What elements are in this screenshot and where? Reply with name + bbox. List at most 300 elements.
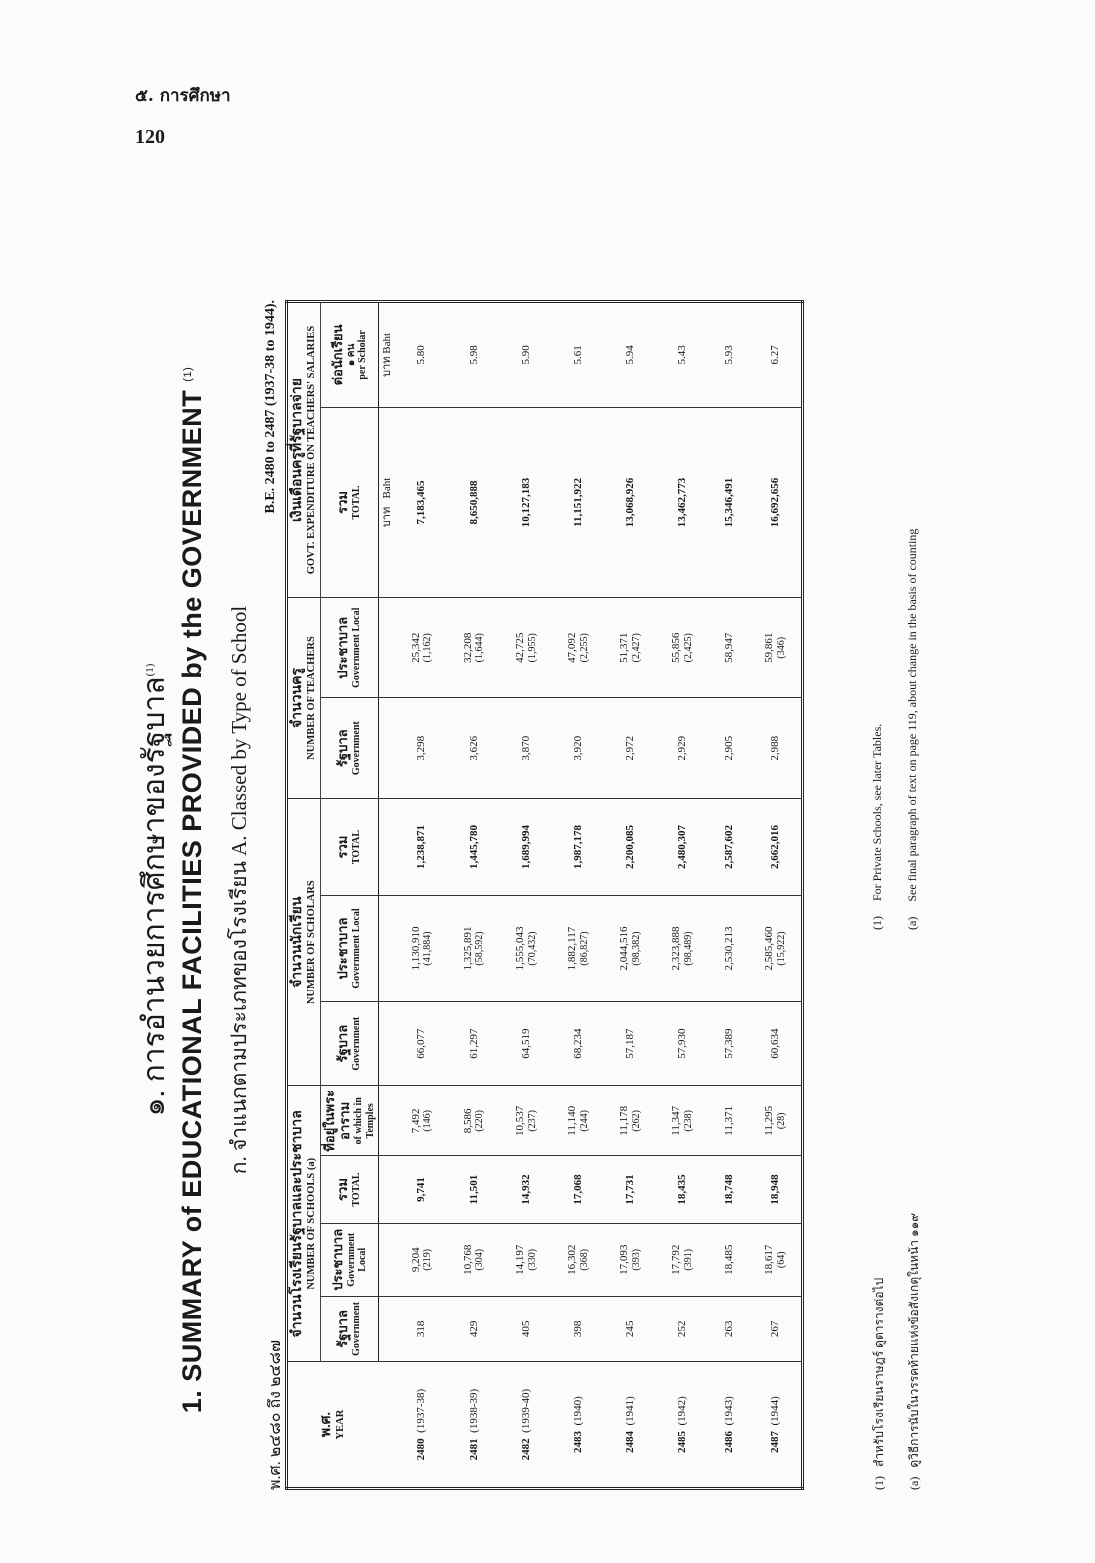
cell-scholars-local-value: 2,585,460 [763, 926, 776, 971]
cell-schools-total [604, 1156, 656, 1224]
cell-schools-gov-value: 398 [571, 1320, 584, 1338]
cell-teachers-local [709, 598, 750, 698]
cell-scholars-gov-value: 57,187 [623, 1028, 636, 1059]
header-scholars-gov-en: Government [351, 1016, 363, 1071]
cell-schools-temples-value: 11,371 [722, 1105, 735, 1136]
table-row [656, 302, 708, 1489]
header-expenditure-per-sub: ๑ คน [345, 343, 357, 367]
cell-teachers-gov-value: 2,972 [623, 735, 636, 761]
cell-schools-local [396, 1223, 448, 1296]
unit-per [379, 302, 396, 408]
cell-year-be: 2481 [467, 1438, 480, 1461]
title-thai [131, 290, 178, 1490]
header-expenditure-total-en: TOTAL [351, 485, 363, 520]
cell-year-ad: (1940) [571, 1396, 584, 1426]
cell-schools-temples-sub: (238) [683, 1109, 695, 1132]
cell-expenditure-per [448, 302, 500, 408]
cell-scholars-gov [448, 1001, 500, 1086]
cell-scholars-gov-value: 61,297 [467, 1028, 480, 1059]
cell-scholars-total [749, 798, 803, 895]
date-range-english: B.E. 2480 to 2487 (1937-38 to 1944). [263, 300, 278, 514]
footnote-text: สำหรับโรงเรียนราษฎร์ ดูตารางต่อไป [872, 1277, 886, 1467]
cell-year [500, 1362, 552, 1489]
cell-scholars-gov-value: 57,930 [676, 1028, 689, 1059]
page-number: 120 [135, 126, 165, 148]
footnote-a-en [905, 529, 920, 930]
cell-scholars-local-value: 1,555,043 [513, 926, 526, 971]
cell-scholars-local-value: 1,130,910 [409, 926, 422, 971]
cell-scholars-total [396, 798, 448, 895]
cell-schools-gov [656, 1296, 708, 1362]
cell-schools-gov [396, 1296, 448, 1362]
cell-scholars-local [396, 896, 448, 1002]
header-schools-local [321, 1223, 379, 1296]
cell-expenditure-total-value: 7,183,465 [415, 480, 428, 525]
cell-schools-gov-value: 405 [519, 1320, 532, 1338]
cell-teachers-gov [448, 698, 500, 798]
cell-schools-temples [552, 1086, 604, 1156]
cell-teachers-local-sub: (2,427) [630, 633, 642, 663]
cell-expenditure-total [396, 407, 448, 597]
header-teachers-local-en: Government Local [351, 607, 363, 688]
cell-schools-gov [604, 1296, 656, 1362]
cell-scholars-local-sub: (86,827) [578, 931, 590, 966]
cell-scholars-local-value: 1,882,117 [566, 926, 579, 971]
cell-schools-local [656, 1223, 708, 1296]
cell-scholars-total-value: 2,662,016 [768, 825, 781, 870]
cell-year-be: 2480 [415, 1438, 428, 1461]
header-expenditure-per [321, 302, 379, 408]
cell-year [448, 1362, 500, 1489]
cell-schools-total-value: 9,741 [415, 1177, 428, 1202]
header-schools [287, 1086, 321, 1362]
table-row [552, 302, 604, 1489]
cell-schools-temples-sub: (237) [526, 1109, 538, 1132]
cell-teachers-gov [500, 698, 552, 798]
cell-teachers-local [448, 598, 500, 698]
cell-year-ad: (1938-39) [467, 1388, 480, 1433]
footnote-1-thai [870, 1278, 889, 1490]
cell-teachers-local [656, 598, 708, 698]
cell-teachers-local-value: 47,092 [566, 632, 579, 663]
header-teachers-gov-en: Government [351, 721, 363, 776]
cell-year-ad: (1939-40) [519, 1388, 532, 1433]
header-teachers-local [321, 598, 379, 698]
cell-expenditure-per-value: 5.80 [415, 345, 428, 365]
cell-year-be: 2487 [768, 1431, 781, 1453]
cell-teachers-gov [709, 698, 750, 798]
summary-table [285, 300, 804, 1490]
subtitle: ก. จำแนกตามประเภทของโรงเรียน A. Classed by Type of School [227, 605, 251, 1175]
cell-teachers-local-value: 58,947 [722, 632, 735, 663]
cell-teachers-gov-value: 3,870 [519, 735, 532, 761]
cell-teachers-local [604, 598, 656, 698]
cell-schools-gov-value: 267 [768, 1320, 781, 1338]
cell-year-be: 2485 [676, 1431, 689, 1453]
header-schools-gov [321, 1296, 379, 1362]
cell-scholars-local-sub: (70,432) [526, 931, 538, 966]
cell-teachers-local-sub: (1,644) [474, 633, 486, 663]
cell-expenditure-per-value: 5.61 [571, 345, 584, 365]
cell-year-ad: (1941) [623, 1396, 636, 1426]
unit-per-thai: บาท [381, 356, 394, 377]
cell-expenditure-per [749, 302, 803, 408]
cell-schools-total [656, 1156, 708, 1224]
cell-schools-local-sub: (304) [474, 1248, 486, 1271]
header-schools-thai: จำนวนโรงเรียนรัฐบาลและประชาบาล [290, 1110, 305, 1338]
cell-expenditure-total-value: 16,692,656 [768, 477, 781, 528]
cell-expenditure-total [448, 407, 500, 597]
cell-scholars-gov [552, 1001, 604, 1086]
cell-expenditure-per [656, 302, 708, 408]
cell-teachers-local-value: 51,371 [618, 632, 631, 663]
footnote-mark: (a) [907, 1476, 921, 1490]
cell-schools-temples [749, 1086, 803, 1156]
cell-schools-temples-value: 8,586 [461, 1108, 474, 1134]
table-row [709, 302, 750, 1489]
cell-schools-temples-sub: (220) [474, 1109, 486, 1132]
cell-scholars-total-value: 2,587,602 [722, 825, 735, 870]
cell-scholars-total [709, 798, 750, 895]
cell-expenditure-total [604, 407, 656, 597]
cell-scholars-gov [396, 1001, 448, 1086]
title-english [177, 290, 208, 1490]
cell-schools-local-value: 18,617 [763, 1244, 776, 1275]
cell-schools-temples [709, 1086, 750, 1156]
header-expenditure-thai: เงินเดือนครูที่รัฐบาลจ่าย [290, 378, 305, 523]
cell-schools-local-sub: (393) [630, 1248, 642, 1271]
cell-teachers-gov [552, 698, 604, 798]
cell-schools-temples-sub: (146) [422, 1109, 434, 1132]
cell-expenditure-per [604, 302, 656, 408]
cell-scholars-gov [500, 1001, 552, 1086]
cell-schools-gov [749, 1296, 803, 1362]
cell-teachers-local-value: 59,861 [763, 632, 776, 663]
cell-expenditure-total-value: 10,127,183 [519, 477, 532, 528]
cell-year-be: 2486 [722, 1431, 735, 1453]
cell-schools-local [448, 1223, 500, 1296]
cell-teachers-local-value: 42,725 [513, 632, 526, 663]
header-schools-temples [321, 1086, 379, 1156]
cell-expenditure-per [552, 302, 604, 408]
header-teachers-gov-thai: รัฐบาล [335, 729, 351, 768]
cell-expenditure-total [500, 407, 552, 597]
cell-schools-local-sub: (368) [578, 1248, 590, 1271]
cell-schools-temples-value: 7,492 [409, 1108, 422, 1134]
cell-scholars-total-value: 1,689,994 [519, 825, 532, 870]
cell-schools-local-sub: (330) [526, 1248, 538, 1271]
table-row [604, 302, 656, 1489]
cell-scholars-local-value: 2,323,888 [670, 926, 683, 971]
cell-schools-local-value: 17,093 [618, 1244, 631, 1275]
cell-teachers-local [749, 598, 803, 698]
cell-scholars-local [604, 896, 656, 1002]
cell-scholars-local [552, 896, 604, 1002]
cell-teachers-gov-value: 2,905 [722, 735, 735, 761]
date-range-thai: พ.ศ. ๒๔๘๐ ถึง ๒๔๘๗ [267, 1340, 284, 1490]
cell-expenditure-total-value: 15,346,491 [722, 477, 735, 528]
header-expenditure-total-thai: รวม [335, 491, 351, 514]
cell-schools-total [448, 1156, 500, 1224]
cell-scholars-total-value: 1,987,178 [571, 825, 584, 870]
cell-schools-temples-sub: (262) [630, 1109, 642, 1132]
header-expenditure-total [321, 407, 379, 597]
cell-schools-local-value: 9,204 [409, 1247, 422, 1273]
cell-expenditure-total [552, 407, 604, 597]
header-schools-gov-en: Government [351, 1301, 363, 1356]
cell-teachers-local-sub: (2,425) [683, 633, 695, 663]
cell-expenditure-total [749, 407, 803, 597]
cell-schools-temples [604, 1086, 656, 1156]
cell-schools-total [396, 1156, 448, 1224]
unit-total [379, 407, 396, 597]
header-expenditure-en: GOVT. EXPENDITURE ON TEACHERS' SALARIES [306, 325, 318, 575]
header-scholars-gov [321, 1001, 379, 1086]
title-english-text: 1. SUMMARY of EDUCATIONAL FACILITIES PROVIDED by the GOVERNMENT [177, 389, 207, 1414]
cell-teachers-gov [604, 698, 656, 798]
cell-teachers-local-sub: (1,955) [526, 633, 538, 663]
cell-schools-local-sub: (391) [683, 1248, 695, 1271]
cell-schools-total-value: 14,932 [519, 1174, 532, 1205]
cell-teachers-gov-value: 2,929 [676, 735, 689, 761]
cell-teachers-gov-value: 2,988 [768, 735, 781, 761]
table-row [448, 302, 500, 1489]
cell-teachers-local-sub: (1,162) [422, 633, 434, 663]
cell-schools-temples-sub: (28) [775, 1112, 787, 1130]
header-scholars-local [321, 896, 379, 1002]
cell-schools-temples-value: 11,140 [566, 1105, 579, 1136]
header-schools-en: NUMBER OF SCHOOLS (a) [306, 1157, 318, 1290]
header-scholars [287, 798, 321, 1086]
cell-scholars-local [448, 896, 500, 1002]
footnote-text: For Private Schools, see later Tables. [870, 723, 884, 901]
cell-teachers-local-value: 55,856 [670, 632, 683, 663]
header-expenditure-per-en: per Scholar [357, 330, 369, 380]
header-scholars-total-en: TOTAL [351, 830, 363, 865]
header-schools-temples-thai: ที่อยู่ในพระอาราม [322, 1089, 353, 1152]
header-teachers-thai: จำนวนครู [290, 668, 305, 728]
table-row [396, 302, 448, 1489]
header-scholars-total [321, 798, 379, 895]
cell-schools-local-value: 16,302 [566, 1244, 579, 1275]
cell-schools-gov-value: 263 [722, 1320, 735, 1338]
table-body [396, 302, 803, 1489]
cell-expenditure-per [500, 302, 552, 408]
footnote-a-thai [905, 1213, 924, 1490]
cell-expenditure-per-value: 5.98 [467, 345, 480, 365]
cell-schools-temples-sub: (244) [578, 1109, 590, 1132]
cell-scholars-total [604, 798, 656, 895]
cell-year-be: 2482 [519, 1438, 532, 1461]
cell-schools-gov [552, 1296, 604, 1362]
cell-schools-local [500, 1223, 552, 1296]
cell-year-be: 2483 [571, 1431, 584, 1453]
cell-schools-temples [396, 1086, 448, 1156]
cell-scholars-gov-value: 57,389 [722, 1028, 735, 1059]
cell-teachers-local [552, 598, 604, 698]
cell-expenditure-total [656, 407, 708, 597]
cell-teachers-gov-value: 3,298 [415, 735, 428, 761]
cell-scholars-gov [656, 1001, 708, 1086]
title-thai-text: ๑. การอำนวยการศึกษาของรัฐบาล [138, 676, 171, 1117]
cell-scholars-local [749, 896, 803, 1002]
cell-scholars-gov-value: 66,077 [415, 1028, 428, 1059]
cell-schools-temples-value: 11,178 [618, 1105, 631, 1136]
cell-scholars-local [500, 896, 552, 1002]
cell-schools-total [552, 1156, 604, 1224]
cell-scholars-local-sub: (98,382) [630, 931, 642, 966]
cell-schools-local [604, 1223, 656, 1296]
cell-year [604, 1362, 656, 1489]
cell-scholars-gov-value: 64,519 [519, 1028, 532, 1059]
cell-scholars-gov [749, 1001, 803, 1086]
cell-teachers-gov [749, 698, 803, 798]
header-teachers [287, 598, 321, 799]
cell-scholars-gov [709, 1001, 750, 1086]
cell-schools-total-value: 18,948 [768, 1174, 781, 1205]
header-year-en: YEAR [335, 1409, 347, 1440]
cell-year-ad: (1943) [722, 1396, 735, 1426]
cell-expenditure-per-value: 5.43 [676, 345, 689, 365]
cell-scholars-gov-value: 68,234 [571, 1028, 584, 1059]
cell-scholars-local-value: 2,044,516 [618, 926, 631, 971]
cell-schools-local-value: 18,485 [722, 1244, 735, 1275]
cell-schools-gov-value: 252 [676, 1320, 689, 1338]
cell-schools-total-value: 11,501 [467, 1174, 480, 1205]
header-schools-local-en: Government Local [345, 1232, 369, 1287]
cell-expenditure-total-value: 11,151,922 [571, 477, 584, 527]
cell-expenditure-per-value: 5.90 [519, 345, 532, 365]
cell-scholars-local-value: 2,530,213 [722, 926, 735, 971]
header-teachers-local-thai: ประชาบาล [335, 616, 351, 679]
header-expenditure-per-thai: ต่อนักเรียน [329, 324, 345, 386]
cell-year-ad: (1944) [768, 1396, 781, 1426]
unit-total-thai: บาท [381, 506, 394, 528]
cell-teachers-local-sub: (2,255) [578, 633, 590, 663]
cell-schools-gov [500, 1296, 552, 1362]
cell-scholars-local [656, 896, 708, 1002]
cell-scholars-local-sub: (15,922) [775, 931, 787, 966]
header-teachers-gov [321, 698, 379, 798]
cell-schools-local-value: 10,768 [461, 1244, 474, 1275]
cell-teachers-gov-value: 3,920 [571, 735, 584, 761]
cell-year-be: 2484 [623, 1431, 636, 1453]
cell-teachers-local [396, 598, 448, 698]
cell-schools-temples-value: 11,295 [763, 1105, 776, 1136]
cell-year [396, 1362, 448, 1489]
cell-schools-temples [448, 1086, 500, 1156]
cell-schools-local-sub: (64) [775, 1251, 787, 1269]
header-expenditure [287, 302, 321, 598]
cell-year-ad: (1942) [676, 1396, 689, 1426]
header-scholars-en: NUMBER OF SCHOLARS [306, 880, 318, 1005]
cell-schools-temples-value: 10,537 [513, 1105, 526, 1136]
cell-year-ad: (1937-38) [415, 1388, 428, 1433]
cell-year [709, 1362, 750, 1489]
cell-schools-total-value: 17,068 [571, 1174, 584, 1205]
cell-schools-temples [656, 1086, 708, 1156]
cell-expenditure-per [396, 302, 448, 408]
cell-schools-total [709, 1156, 750, 1224]
title-english-note: (1) [182, 366, 194, 382]
cell-schools-gov [709, 1296, 750, 1362]
cell-schools-total-value: 18,435 [676, 1174, 689, 1205]
table-row [500, 302, 552, 1489]
header-schools-total-en: TOTAL [351, 1172, 363, 1207]
header-schools-gov-thai: รัฐบาล [335, 1310, 351, 1348]
cell-expenditure-total [709, 407, 750, 597]
footnote-mark: (1) [870, 916, 884, 930]
cell-teachers-gov-value: 3,626 [467, 735, 480, 761]
table-row [749, 302, 803, 1489]
cell-expenditure-per [709, 302, 750, 408]
footnote-text: See final paragraph of text on page 119, about change in the basis of counting [905, 528, 919, 902]
cell-scholars-total [448, 798, 500, 895]
cell-schools-gov-value: 429 [467, 1320, 480, 1338]
header-scholars-gov-thai: รัฐบาล [335, 1024, 351, 1063]
cell-teachers-gov [656, 698, 708, 798]
unit-per-en: Baht [381, 332, 394, 354]
cell-scholars-total [552, 798, 604, 895]
cell-teachers-gov [396, 698, 448, 798]
cell-scholars-total [656, 798, 708, 895]
footnote-text: ดูวิธีการนับในวรรคท้ายแห่งข้อสังเกตุในหน้า ๑๑๙ [907, 1212, 921, 1468]
cell-schools-local-sub: (219) [422, 1248, 434, 1271]
title-thai-note: (1) [144, 663, 156, 677]
cell-schools-total-value: 18,748 [722, 1174, 735, 1205]
cell-scholars-local-sub: (41,884) [422, 931, 434, 966]
cell-expenditure-per-value: 6.27 [768, 345, 781, 365]
cell-scholars-gov-value: 60,634 [768, 1028, 781, 1059]
header-schools-total [321, 1156, 379, 1224]
footnote-mark: (a) [905, 916, 919, 930]
cell-scholars-total-value: 1,445,780 [467, 825, 480, 870]
cell-teachers-local [500, 598, 552, 698]
cell-scholars-total [500, 798, 552, 895]
cell-expenditure-per-value: 5.94 [623, 345, 636, 365]
cell-teachers-local-value: 32,208 [461, 632, 474, 663]
cell-scholars-total-value: 1,238,871 [415, 825, 428, 870]
cell-schools-total [500, 1156, 552, 1224]
cell-schools-temples-value: 11,347 [670, 1105, 683, 1136]
unit-total-en: Baht [381, 477, 394, 499]
cell-expenditure-total-value: 13,462,773 [676, 477, 689, 528]
cell-expenditure-per-value: 5.93 [722, 345, 735, 365]
cell-schools-gov-value: 245 [623, 1320, 636, 1338]
cell-schools-total [749, 1156, 803, 1224]
cell-year [552, 1362, 604, 1489]
header-schools-local-thai: ประชาบาล [329, 1228, 345, 1291]
cell-schools-local-value: 17,792 [670, 1244, 683, 1275]
cell-scholars-local-sub: (58,592) [474, 931, 486, 966]
cell-expenditure-total-value: 8,650,888 [467, 480, 480, 525]
cell-scholars-total-value: 2,480,307 [676, 825, 689, 870]
header-schools-temples-en: of which in Temples [353, 1097, 376, 1145]
header-scholars-thai: จำนวนนักเรียน [290, 896, 305, 988]
footnote-1-en [870, 724, 885, 930]
header-year [287, 1362, 379, 1489]
header-year-thai: พ.ศ. [319, 1412, 335, 1438]
cell-schools-local-value: 14,197 [513, 1244, 526, 1275]
footnote-mark: (1) [872, 1476, 886, 1490]
cell-scholars-total-value: 2,200,085 [623, 825, 636, 870]
header-scholars-local-en: Government Local [351, 908, 363, 989]
cell-teachers-local-value: 25,342 [409, 632, 422, 663]
cell-schools-local [749, 1223, 803, 1296]
cell-schools-temples [500, 1086, 552, 1156]
cell-year [656, 1362, 708, 1489]
cell-teachers-local-sub: (346) [775, 636, 787, 659]
